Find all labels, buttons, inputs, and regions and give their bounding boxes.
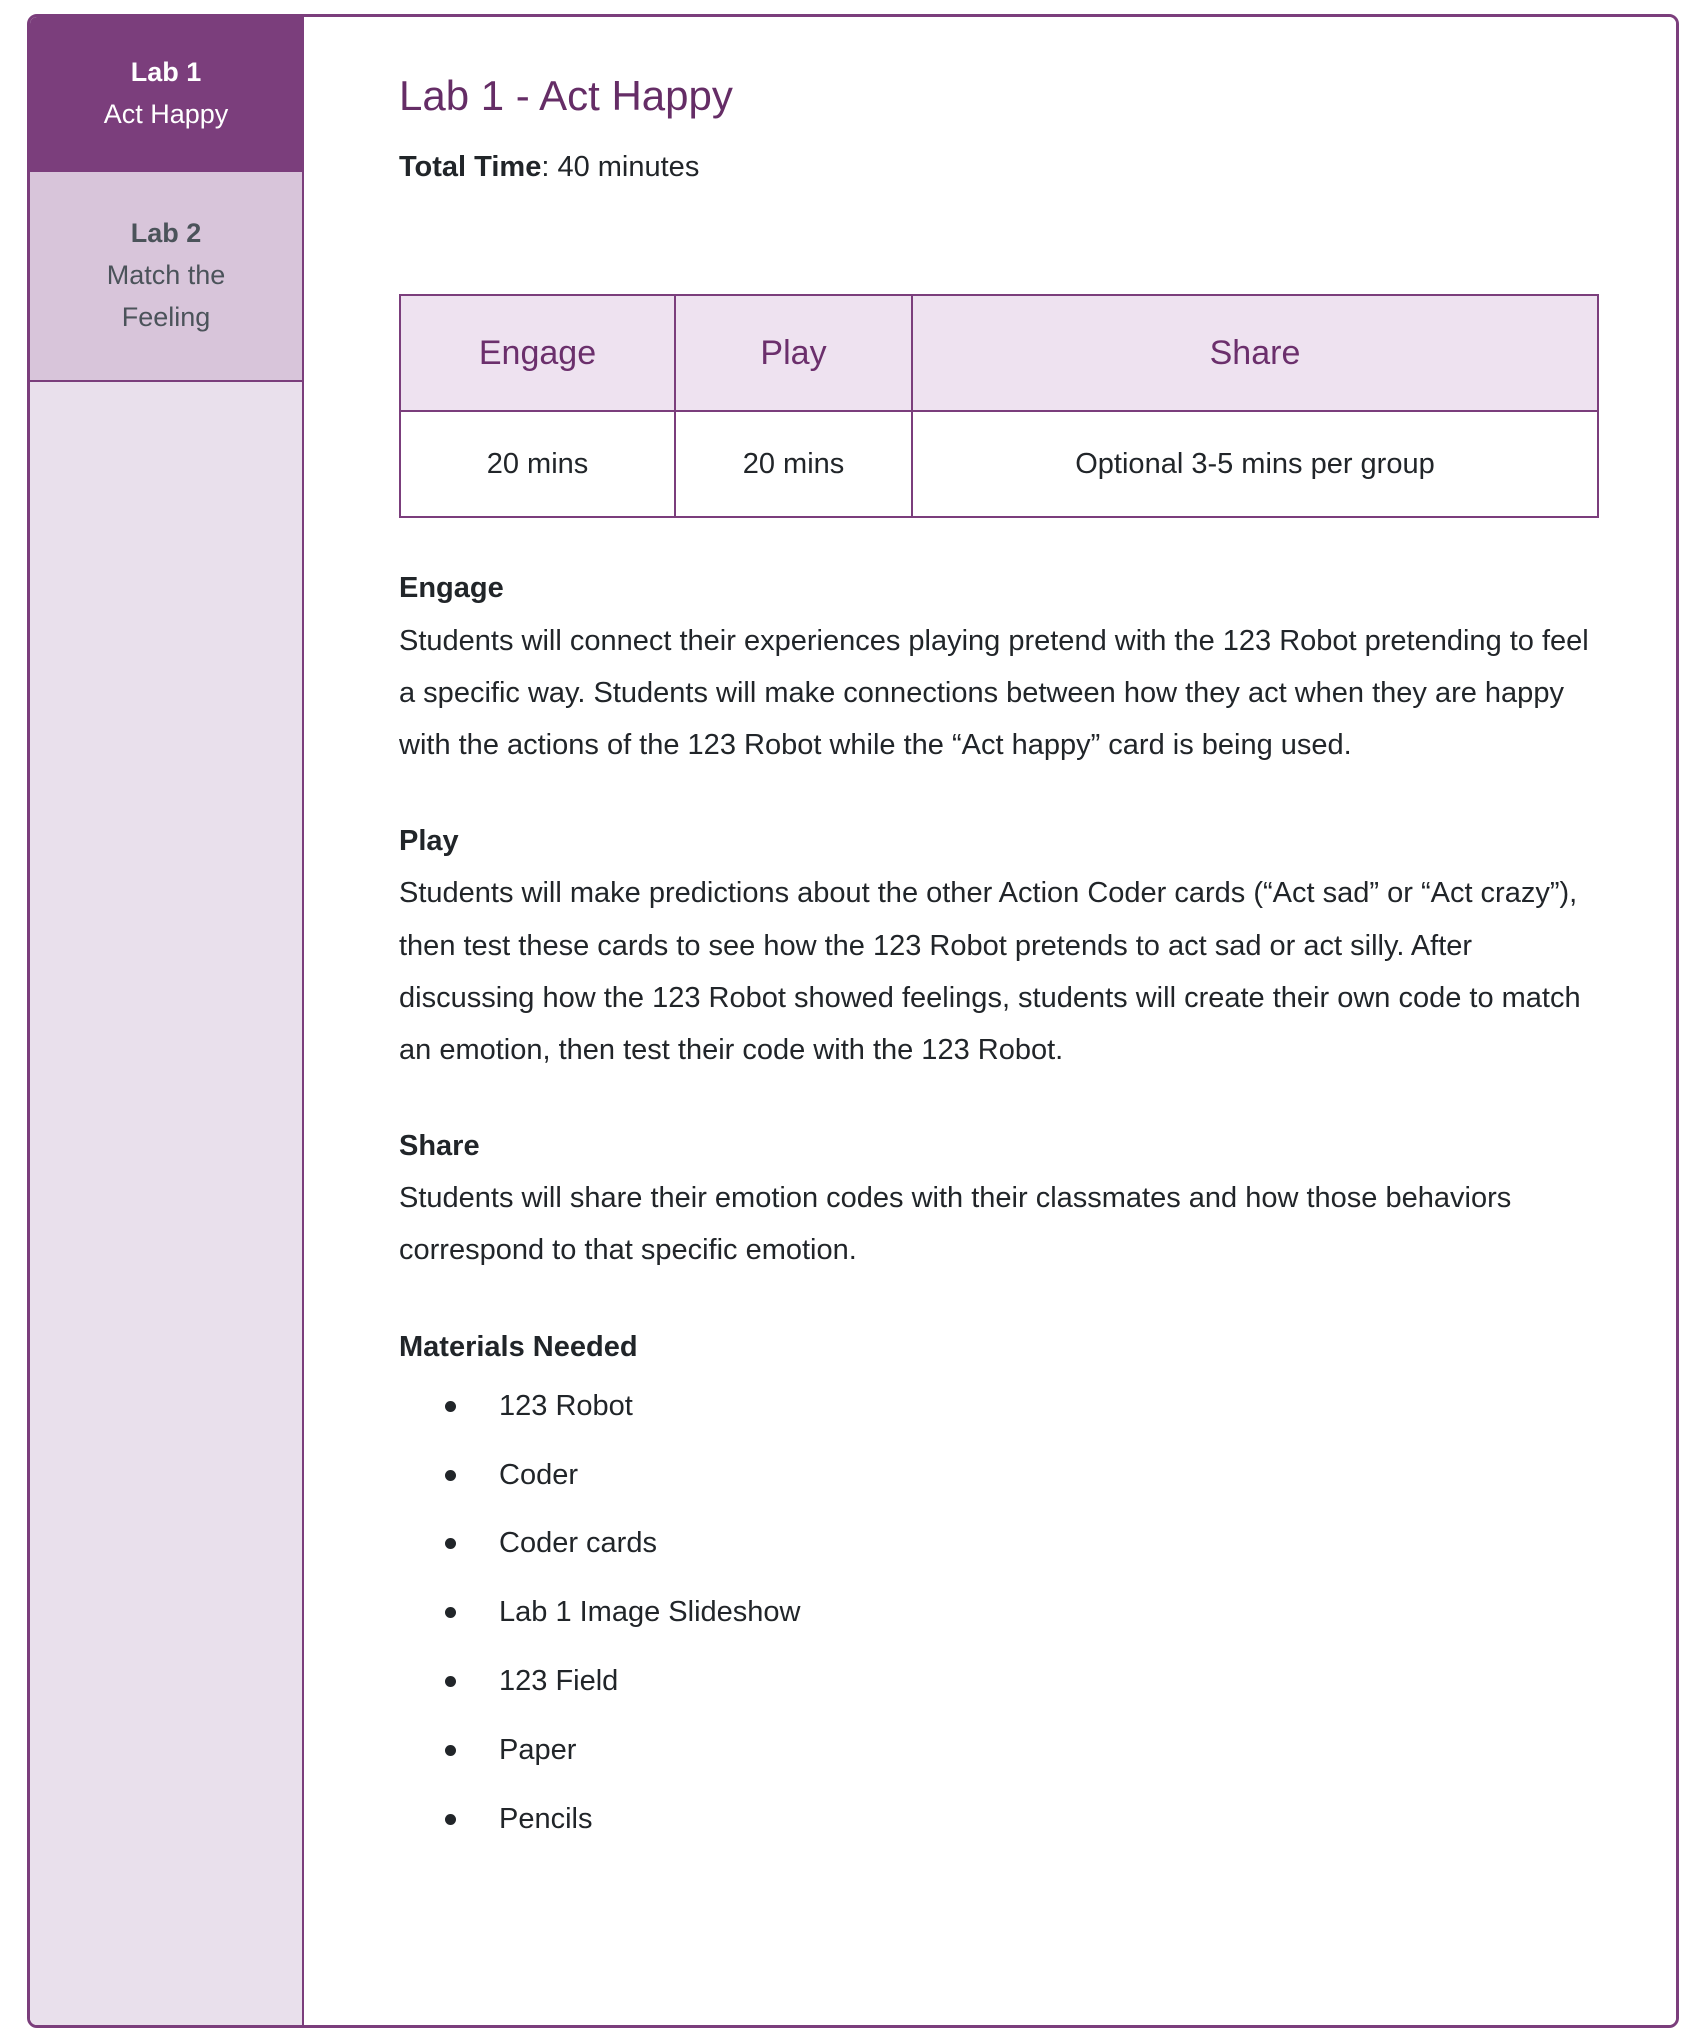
materials-item-label: 123 Field — [499, 1665, 619, 1698]
bullet-icon — [445, 1814, 456, 1825]
bullet-icon — [445, 1538, 456, 1549]
lab-1-title: Act Happy — [103, 98, 229, 129]
list-item — [399, 1733, 1616, 1768]
schedule-play-time: 20 mins — [675, 411, 912, 517]
section-share — [399, 1120, 1597, 1277]
section-play-heading: Play — [399, 825, 459, 858]
materials-heading: Materials Needed — [399, 1330, 638, 1363]
materials-section — [399, 1321, 1616, 1837]
page-title: Lab 1 - Act Happy — [399, 72, 733, 119]
section-share-heading: Share — [399, 1130, 480, 1163]
bullet-icon — [445, 1745, 456, 1756]
section-engage-body: Students will connect their experiences playing pretend with the 123 Robot pretending to feel a specific way. Students will make connections between how they act when they are happy with the actions of the 123 Robot while the “Act happy” card is being used. — [399, 624, 1589, 761]
list-item — [399, 1802, 1616, 1837]
list-item — [399, 1389, 1616, 1424]
lab-2-label: Lab 2 — [130, 218, 202, 249]
schedule-header-engage: Engage — [400, 295, 675, 411]
schedule-engage-time: 20 mins — [400, 411, 675, 517]
lab-nav-sidebar — [30, 17, 304, 2025]
list-item — [399, 1664, 1616, 1699]
bullet-icon — [445, 1470, 456, 1481]
total-time-label: Total Time — [399, 151, 542, 184]
bullet-icon — [445, 1607, 456, 1618]
materials-item-label: 123 Robot — [499, 1389, 633, 1422]
section-play-body: Students will make predictions about the other Action Coder cards (“Act sad” or “Act crazy”), then test these cards to see how the 123 Robot pretends to act sad or act silly. After discussing how the 123 Robot showed feelings, students will create their own code to match an emotion, then test their code with the 123 Robot. — [399, 877, 1581, 1066]
materials-list — [399, 1389, 1616, 1837]
schedule-share-time: Optional 3-5 mins per group — [912, 411, 1598, 517]
total-time — [399, 151, 1616, 184]
schedule-header-share: Share — [912, 295, 1598, 411]
list-item — [399, 1595, 1616, 1630]
list-item — [399, 1526, 1616, 1561]
section-engage — [399, 562, 1597, 771]
lab-2-title: Match the Feeling — [106, 260, 226, 332]
list-item — [399, 1458, 1616, 1493]
sidebar-empty-panel — [30, 382, 302, 2025]
section-share-body: Students will share their emotion codes with their classmates and how those behaviors correspond to that specific emotion. — [399, 1182, 1512, 1267]
section-engage-heading: Engage — [399, 572, 504, 605]
schedule-header-play: Play — [675, 295, 912, 411]
schedule-table — [399, 294, 1599, 518]
lesson-card — [27, 14, 1679, 2028]
materials-item-label: Lab 1 Image Slideshow — [499, 1596, 801, 1629]
sidebar-item-lab-2[interactable] — [30, 172, 302, 382]
materials-item-label: Coder — [499, 1458, 578, 1491]
materials-item-label: Pencils — [499, 1802, 593, 1835]
materials-item-label: Paper — [499, 1733, 577, 1766]
total-time-value: : 40 minutes — [541, 151, 700, 184]
schedule-times-row — [400, 411, 1598, 517]
schedule-header-row — [400, 295, 1598, 411]
bullet-icon — [445, 1401, 456, 1412]
sidebar-item-lab-1[interactable] — [30, 17, 302, 172]
materials-item-label: Coder cards — [499, 1527, 657, 1560]
lab-1-label: Lab 1 — [130, 56, 202, 87]
bullet-icon — [445, 1676, 456, 1687]
lesson-content — [304, 17, 1676, 2025]
section-play — [399, 815, 1597, 1076]
